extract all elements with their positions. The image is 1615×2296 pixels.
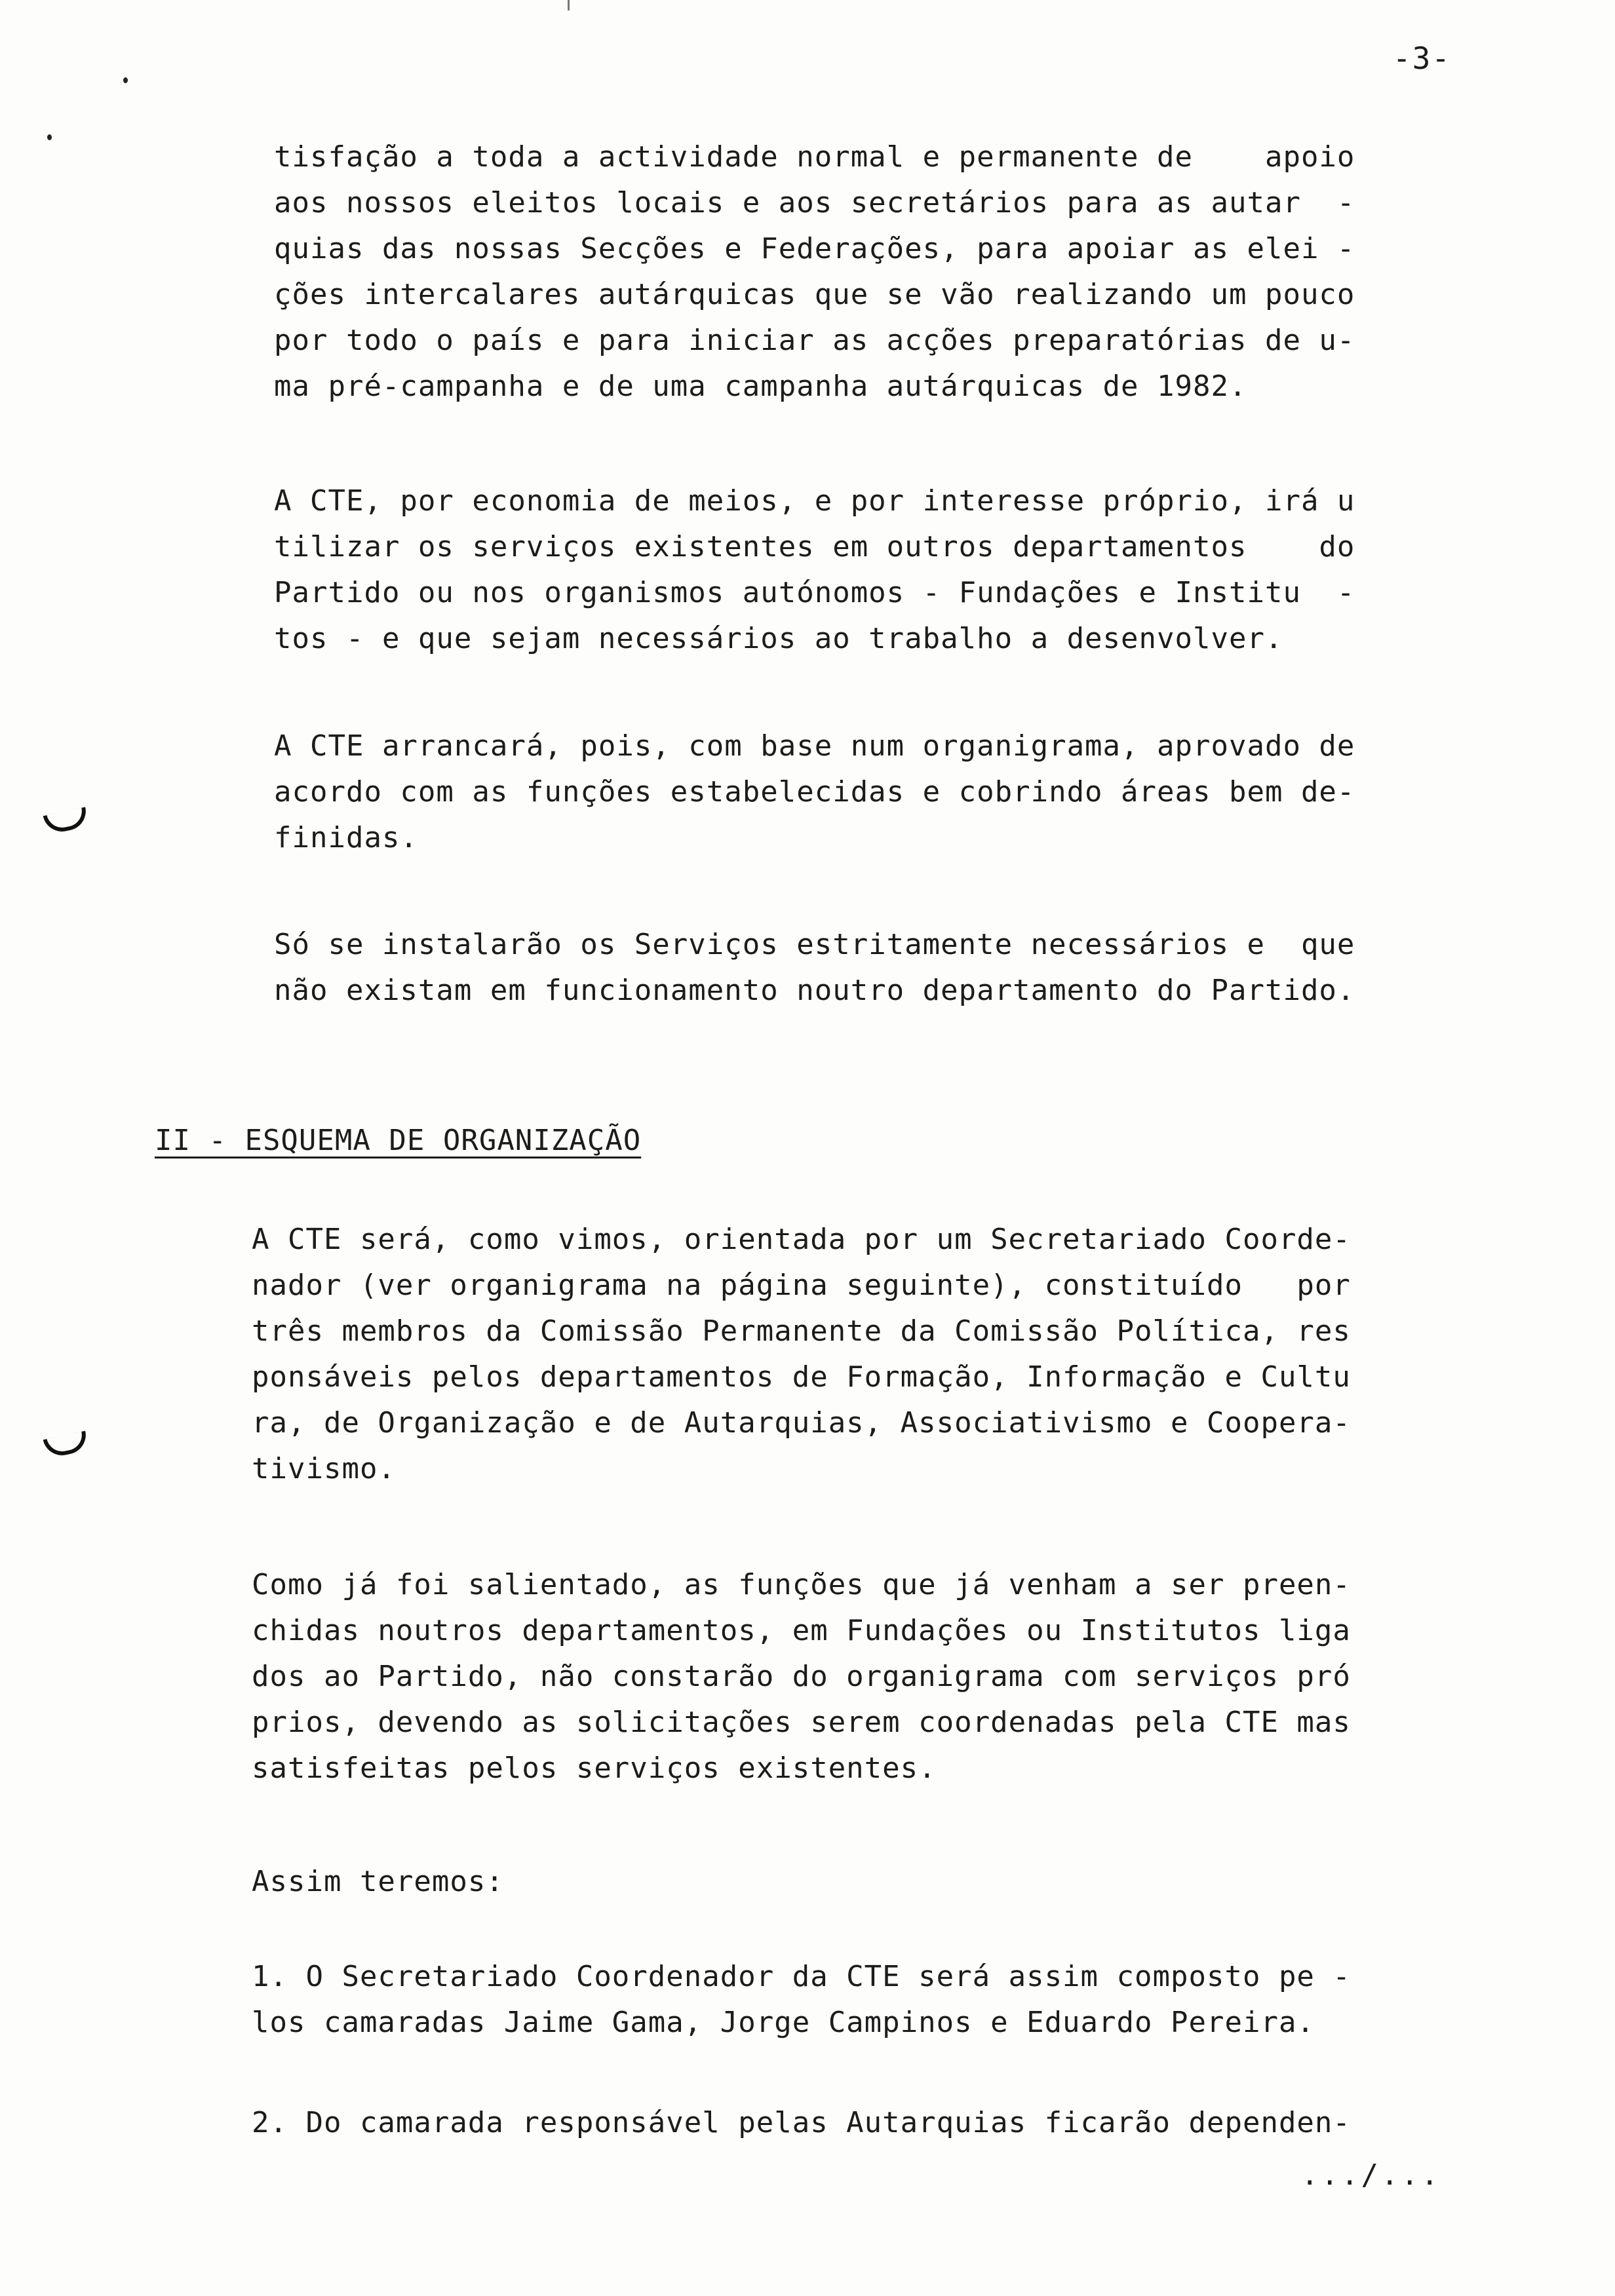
margin-mark xyxy=(43,807,90,835)
text-line: los camaradas Jaime Gama, Jorge Campinos e Eduardo Pereira. xyxy=(252,2006,1315,2039)
text-line: ma pré-campanha e de uma campanha autárquicas de 1982. xyxy=(274,370,1247,403)
text-line: ções intercalares autárquicas que se vão realizando um pouco xyxy=(274,278,1355,311)
text-line: nador (ver organigrama na página seguinte), constituído por xyxy=(252,1269,1351,1302)
scan-mark xyxy=(123,77,128,83)
paragraph xyxy=(252,1225,1351,1501)
text-line: tos - e que sejam necessários ao trabalho a desenvolver. xyxy=(274,622,1283,655)
paragraph xyxy=(252,1568,1351,1800)
text-line: quias das nossas Secções e Federações, para apoiar as elei - xyxy=(274,232,1355,265)
paragraph xyxy=(274,484,1355,670)
section-heading: II - ESQUEMA DE ORGANIZAÇÃO xyxy=(155,1124,642,1157)
text-line: ponsáveis pelos departamentos de Formação, Informação e Cultu xyxy=(252,1360,1351,1394)
text-line: satisfeitas pelos serviços existentes. xyxy=(252,1751,937,1785)
text-line: chidas noutros departamentos, em Fundações ou Institutos liga xyxy=(252,1614,1351,1647)
text-line: Só se instalarão os Serviços estritamente necessários e que xyxy=(274,928,1355,961)
text-line: A CTE, por economia de meios, e por interesse próprio, irá u xyxy=(274,484,1355,518)
text-line: não existam em funcionamento noutro departamento do Partido. xyxy=(274,974,1355,1007)
text-line: aos nossos eleitos locais e aos secretários para as autar - xyxy=(274,186,1355,220)
page-number: -3- xyxy=(1392,41,1451,76)
text-line: acordo com as funções estabelecidas e cobrindo áreas bem de- xyxy=(274,775,1355,809)
margin-mark xyxy=(43,1430,90,1459)
text-line: A CTE arrancará, pois, com base num organigrama, aprovado de xyxy=(274,729,1355,763)
text-line: finidas. xyxy=(274,821,418,854)
text-line: tivismo. xyxy=(252,1452,396,1485)
text-line: dos ao Partido, não constarão do organigrama com serviços pró xyxy=(252,1660,1351,1693)
text-line: A CTE será, como vimos, orientada por um Secretariado Coorde- xyxy=(252,1223,1351,1256)
text-line: por todo o país e para iniciar as acções preparatórias de u- xyxy=(274,324,1355,357)
paragraph xyxy=(252,1867,504,1913)
text-line: ra, de Organização e de Autarquias, Associativismo e Coopera- xyxy=(252,1406,1351,1440)
paragraph xyxy=(252,2106,1351,2154)
continuation-mark: .../... xyxy=(1301,2158,1441,2192)
paragraph xyxy=(274,729,1355,870)
paragraph xyxy=(274,140,1355,418)
text-line: Assim teremos: xyxy=(252,1865,504,1898)
text-line: Partido ou nos organismos autónomos - Fundações e Institu - xyxy=(274,576,1355,609)
text-line: 1. O Secretariado Coordenador da CTE será assim composto pe - xyxy=(252,1960,1351,1993)
text-line: 2. Do camarada responsável pelas Autarquias ficarão dependen- xyxy=(252,2106,1351,2139)
text-line: tisfação a toda a actividade normal e permanente de apoio xyxy=(274,140,1355,174)
text-line: três membros da Comissão Permanente da Comissão Política, res xyxy=(252,1314,1351,1348)
text-line: tilizar os serviços existentes em outros departamentos do xyxy=(274,530,1355,564)
scan-tick xyxy=(568,0,570,10)
text-line: Como já foi salientado, as funções que já venham a ser preen- xyxy=(252,1568,1351,1601)
paragraph xyxy=(252,1962,1351,2054)
text-line: prios, devendo as solicitações serem coordenadas pela CTE mas xyxy=(252,1706,1351,1739)
paragraph xyxy=(274,930,1355,1022)
scan-mark xyxy=(47,134,52,140)
